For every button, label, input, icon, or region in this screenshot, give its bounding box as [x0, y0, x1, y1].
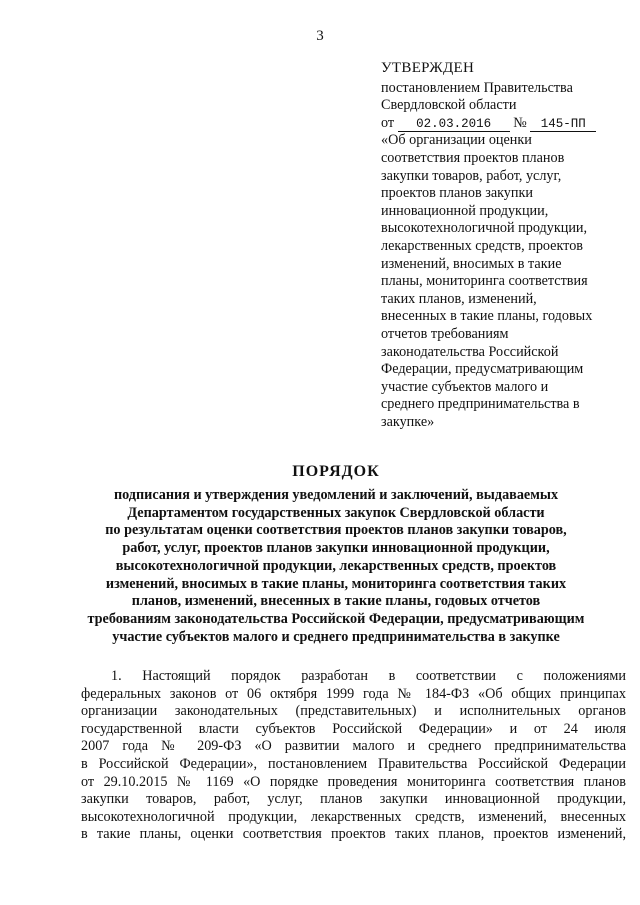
approval-title-line: «Об организации оценки [381, 132, 532, 149]
body-line: в Российской Федерации», постановлением Правительства Российской Федерации [81, 755, 626, 772]
approval-title-line: проектов планов закупки [381, 185, 533, 202]
body-line: федеральных законов от 06 октября 1999 года № 184-ФЗ «Об общих принципах [81, 685, 626, 702]
subtitle-line: изменений, вносимых в такие планы, мониторинга соответствия таких [105, 575, 567, 592]
approval-title-line: закупке» [381, 413, 435, 430]
approval-date-number-line [381, 115, 631, 133]
document-title: ПОРЯДОК [292, 463, 380, 480]
body-line: в такие планы, оценки соответствия проектов таких планов, проектов изменений, [81, 826, 626, 843]
approval-title-line: участие субъектов малого и [381, 378, 549, 395]
approval-title-line: высокотехнологичной продукции, [381, 220, 588, 237]
approval-line: постановлением Правительства [381, 79, 573, 96]
body-line: 1. Настоящий порядок разработан в соответствии с положениями [111, 668, 626, 684]
subtitle-line: участие субъектов малого и среднего предпринимательства в закупке [112, 628, 560, 645]
approval-heading: УТВЕРЖДЕН [381, 60, 475, 76]
approval-title-line: внесенных в такие планы, годовых [381, 308, 593, 325]
approval-block [381, 60, 631, 431]
approval-title-line: лекарственных средств, проектов [381, 237, 583, 254]
body-paragraph [81, 668, 626, 844]
approval-title-line: Федерации, предусматривающим [381, 361, 584, 378]
approval-title-line: изменений, вносимых в такие [381, 255, 562, 272]
body-line: государственной власти субъектов Российской Федерации» и от 24 июля [81, 720, 626, 737]
body-line: 2007 года № 209-ФЗ «О развитии малого и среднего предпринимательства [81, 738, 626, 755]
document-title-block [40, 463, 632, 646]
subtitle-line: высокотехнологичной продукции, лекарственных средств, проектов [115, 557, 557, 574]
body-line: от 29.10.2015 № 1169 «О порядке проведения мониторинга соответствия планов [81, 773, 626, 790]
subtitle-line: работ, услуг, проектов планов закупки инновационной продукции, [122, 540, 550, 557]
subtitle-line: подписания и утверждения уведомлений и заключений, выдаваемых [113, 487, 559, 503]
approval-title-line: планы, мониторинга соответствия [381, 273, 588, 290]
approval-title-line: отчетов требованиям [381, 325, 509, 342]
number-prefix: № [513, 114, 527, 131]
approval-title-line: инновационной продукции, [381, 202, 549, 219]
body-line: высокотехнологичной продукции, лекарственных средств, изменений, внесенных [81, 808, 626, 825]
approval-title-line: закупки товаров, работ, услуг, [381, 167, 562, 184]
body-line: закупки товаров, работ, услуг, планов закупки инновационной продукции, [81, 791, 626, 808]
subtitle-line: Департаментом государственных закупок Свердловской области [127, 504, 545, 521]
page-number: 3 [316, 28, 324, 44]
body-line: организации законодательных (представительных) и исполнительных органов [81, 703, 626, 720]
date-prefix: от [381, 114, 395, 131]
approval-title-line: таких планов, изменений, [381, 290, 537, 307]
approval-number: 145-ПП [530, 117, 596, 132]
subtitle-line: планов, изменений, внесенных в такие планы, годовых отчетов [131, 593, 541, 610]
approval-title-line: законодательства Российской [381, 343, 559, 360]
approval-title-line: соответствия проектов планов [381, 149, 565, 166]
subtitle-line: требованиям законодательства Российской Федерации, предусматривающим [87, 610, 585, 627]
approval-title-line: среднего предпринимательства в [381, 396, 580, 413]
subtitle-line: по результатам оценки соответствия проектов планов закупки товаров, [105, 522, 567, 539]
approval-date: 02.03.2016 [398, 117, 510, 132]
approval-line: Свердловской области [381, 97, 517, 114]
